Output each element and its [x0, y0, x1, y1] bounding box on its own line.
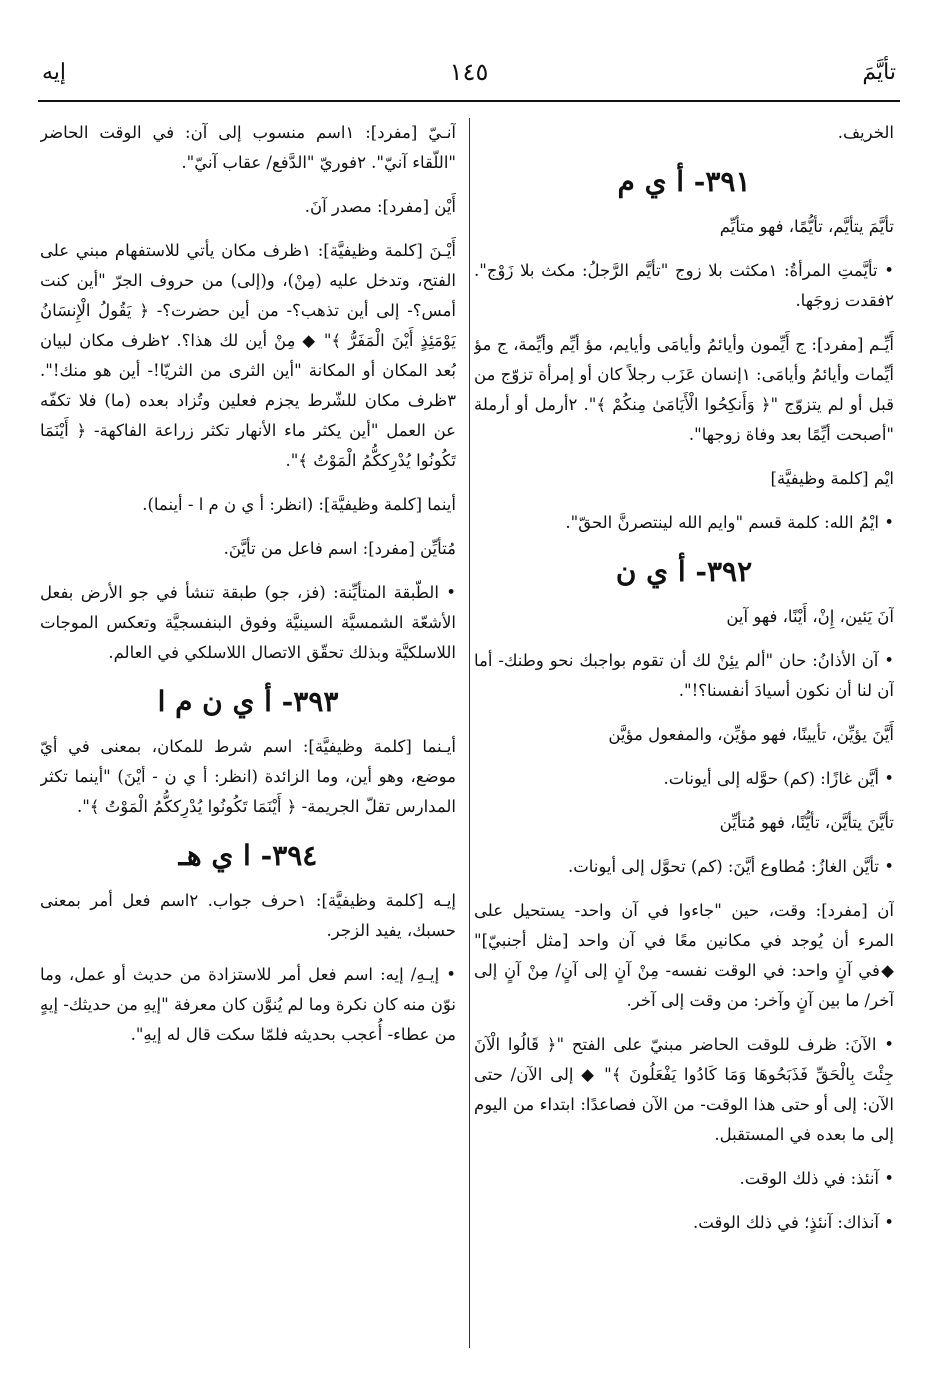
root-heading-392: ٣٩٢- أ ي ن	[615, 555, 753, 588]
entry-text: إيـه [كلمة وظيفيَّة]: ١حرف جواب. ٢اسم فعل أمر بمعنى حسبك، يفيد الزجر.	[40, 891, 456, 940]
entry-headword: تأيَّمَ يتأيَّم، تأيُّمًا، فهو متأيِّم	[719, 217, 894, 236]
entry-text: • الآنَ: ظرف للوقت الحاضر مبنيّ على الفتح "﴿ قَالُوا الْآنَ جِئْتَ بِالْحَقِّ فَذَبَحُوهَا وَمَا كَادُوا يَفْعَلُونَ ﴾" ◆ إلى الآن/ حتى الآن: إلى أو حتى هذا الوقت- من الآن فصاعدًا: ابتداء من اليوم إلى ما بعده في المستقبل.	[474, 1035, 894, 1144]
entry-text: • الطّبقة المتأيِّنة: (فز، جو) طبقة تنشأ في جو الأرض بفعل الأشعّة الشمسيَّة السينيَّة وفوق البنفسجيَّة وتعكس الموجات اللاسلكيَّة وبذلك تحقّق الاتصال اللاسلكي في العالم.	[40, 583, 456, 662]
entry-text: • تأيَّن الغازُ: مُطاوع أيَّنَ: (كم) تحوَّل إلى أيونات.	[567, 857, 894, 876]
page-number: ١٤٥	[449, 58, 489, 86]
entry-headword: تأيَّنَ يتأيَّن، تأيُّنًا، فهو مُتأيِّن	[719, 813, 894, 832]
header-first-entry: تأيَّمَ	[862, 60, 896, 85]
entry-headword: أَيَّنَ يؤيِّن، تأيينًا، فهو مؤيِّن، والمفعول مؤيَّن	[608, 725, 894, 744]
root-heading-394: ٣٩٤- ا ي هـ	[178, 839, 318, 872]
entry-text: أَيْـنَ [كلمة وظيفيَّة]: ١ظرف مكان يأتي للاستفهام مبني على الفتح، وتدخل عليه (مِنْ)، و(إلى) من حروف الجرّ "أين كنت أمس؟- إلى أين تذهب؟- من أين حضرت؟- ﴿ يَقُولُ الْإِنسَانُ يَوْمَئِذٍ أَيْنَ الْمَفَرُّ ﴾" ◆ مِنْ أين لك هذا؟. ٢ظرف مكان لبيان بُعد المكان أو المكانة "أين الثرى من الثريّا!- أين هو منك!". ٣ظرف مكان للشّرط يجزم فعلين وتُزاد بعده (ما) فلا تكفّه عن العمل "أين يكثر ماء الأنهار تكثر زراعة الفاكهة- ﴿ أَيْنَمَا تَكُونُوا يُدْرِككُّمُ الْمَوْتُ ﴾".	[40, 241, 456, 470]
header-last-entry: إيه	[42, 60, 67, 85]
column-divider	[469, 118, 470, 1348]
entry-text: • إيـهِ/ إيه: اسم فعل أمر للاستزادة من حديث أو عمل، وما نوّن منه كان نكرة وما لم يُنوَّن كان معرفة "إيهِ من حديثك- إيهٍ من عطاء- أُعجب بحديثه فلمّا سكت قال له إيهِ".	[40, 965, 456, 1044]
root-heading-393: ٣٩٣- أ ي ن م ا	[157, 685, 339, 718]
entry-text: • آنذاك: آنئذٍ؛ في ذلك الوقت.	[693, 1213, 894, 1232]
entry-text: أيـنما [كلمة وظيفيَّة]: اسم شرط للمكان، بمعنى في أيّ موضع، وهو أين، وما الزائدة (انظر: أ ي ن - أيْنَ) "أينما تكثر المدارس تقلّ الجريمة- ﴿ أَيْنَمَا تَكُونُوا يُدْرِككُّمُ الْمَوْتُ ﴾".	[40, 737, 456, 816]
root-heading-391: ٣٩١- أ ي م	[617, 165, 751, 198]
entry-text: أينما [كلمة وظيفيَّة]: (انظر: أ ي ن م ا - أينما).	[142, 495, 456, 514]
entry-text: • أيَّن غازًا: (كم) حوَّله إلى أيونات.	[663, 769, 894, 788]
entry-text: مُتأيِّن [مفرد]: اسم فاعل من تأيَّنَ.	[223, 539, 456, 558]
header-rule	[38, 100, 900, 102]
entry-text: • ايْمُ الله: كلمة قسم "وايم الله لينتصرنَّ الحقّ".	[565, 513, 894, 532]
entry-text: آنـيّ [مفرد]: ١اسم منسوب إلى آن: في الوقت الحاضر "اللّقاء آنيّ". ٢فوريّ "الدَّفع/ عقاب آنيّ".	[40, 123, 456, 172]
entry-text: • آنئذ: في ذلك الوقت.	[739, 1169, 894, 1188]
entry-text: • آن الأذانُ: حان "ألم يئِنْ لك أن تقوم بواجبك نحو وطنك- أما آن لنا أن نكون أسيادَ أنفسنا؟!".	[474, 651, 894, 700]
entry-text: آن [مفرد]: وقت، حين "جاءوا في آن واحد- يستحيل على المرء أن يُوجد في مكانين معًا في آن واحد [مثل أجنبيّ]" ◆في آنٍ واحد: في الوقت نفسه- مِنْ آنٍ إلى آنٍ/ مِنْ آنٍ إلى آخر/ ما بين آنٍ وآخر: من وقت إلى آخر.	[474, 901, 894, 1010]
entry-text: أَيِّـم [مفرد]: ج أَيِّمون وأيائمُ وأيامَى وأيايم، مؤ أيِّم وأيِّمة، ج مؤ أيِّمات وأيائمُ وأيامَى: ١إنسان عَزَب رجلاً كان أو إمرأة تزوّج من قبل أو لم يتزوّج "﴿ وَأَنكِحُوا الْأَيَامَىٰ مِنكُمْ ﴾". ٢أرمل أو أرملة "أصبحت أيِّمًا بعد وفاة زوجها".	[474, 335, 894, 444]
left-column	[40, 118, 456, 1358]
right-column	[474, 118, 894, 1358]
entry-text: • تأيَّمتِ المرأةُ: ١مكثت بلا زوج "تأيَّم الرَّجلُ: مكث بلا زَوْج". ٢فقدت زوجَها.	[474, 261, 894, 310]
entry-headword: آنَ يَئين، إِنْ، أَيْنًا، فهو آين	[726, 607, 894, 626]
entry-text: الخريف.	[837, 123, 894, 142]
entry-text: أَيْن [مفرد]: مصدر آنَ.	[304, 197, 456, 216]
page-header	[38, 52, 900, 92]
entry-headword: ايْم [كلمة وظيفيَّة]	[770, 469, 894, 488]
